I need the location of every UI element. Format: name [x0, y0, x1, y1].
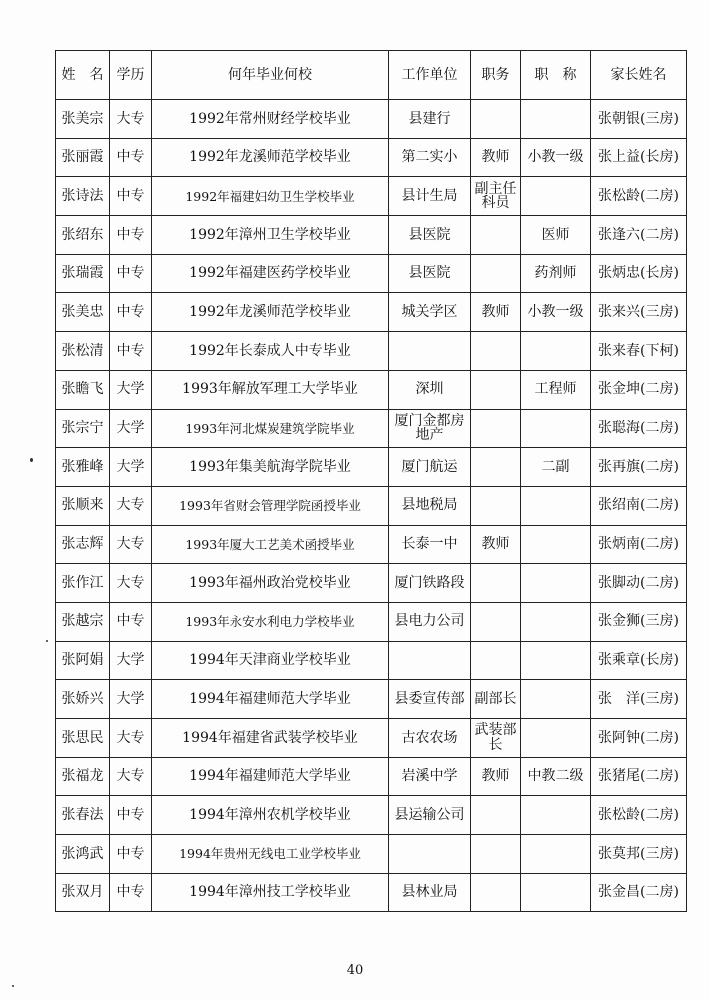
cell-workplace: 厦门金都房地产	[389, 409, 471, 448]
cell-name: 张诗法	[56, 177, 110, 216]
cell-position: 副部长	[471, 680, 521, 719]
table-row	[56, 486, 687, 525]
cell-parent: 张聪海(二房)	[591, 409, 687, 448]
scan-speck	[12, 985, 14, 987]
cell-graduation: 1992年龙溪师范学校毕业	[152, 293, 389, 332]
cell-parent: 张再旗(二房)	[591, 448, 687, 487]
cell-graduation: 1993年福州政治党校毕业	[152, 564, 389, 603]
cell-workplace: 县运输公司	[389, 796, 471, 835]
scan-speck	[30, 458, 33, 462]
cell-education: 大专	[110, 100, 152, 139]
cell-position: 教师	[471, 525, 521, 564]
cell-position: 教师	[471, 293, 521, 332]
cell-workplace: 县电力公司	[389, 602, 471, 641]
cell-parent: 张乘章(长房)	[591, 641, 687, 680]
cell-workplace: 厦门铁路段	[389, 564, 471, 603]
cell-graduation: 1994年福建师范大学毕业	[152, 680, 389, 719]
cell-name: 张双月	[56, 873, 110, 912]
cell-workplace	[389, 641, 471, 680]
cell-position: 教师	[471, 138, 521, 177]
cell-title	[521, 641, 591, 680]
cell-position	[471, 448, 521, 487]
header-position: 职务	[471, 51, 521, 100]
cell-education: 大专	[110, 757, 152, 796]
cell-workplace: 县建行	[389, 100, 471, 139]
cell-title	[521, 100, 591, 139]
cell-parent: 张松龄(二房)	[591, 796, 687, 835]
cell-education: 中专	[110, 873, 152, 912]
cell-parent: 张逢六(二房)	[591, 216, 687, 255]
cell-graduation: 1994年天津商业学校毕业	[152, 641, 389, 680]
cell-education: 大学	[110, 641, 152, 680]
cell-title	[521, 564, 591, 603]
table-row	[56, 564, 687, 603]
cell-parent: 张金狮(三房)	[591, 602, 687, 641]
table-row	[56, 757, 687, 796]
cell-parent: 张猪尾(二房)	[591, 757, 687, 796]
cell-title	[521, 796, 591, 835]
cell-name: 张鸿武	[56, 835, 110, 874]
cell-title	[521, 332, 591, 371]
cell-title	[521, 602, 591, 641]
cell-name: 张丽霞	[56, 138, 110, 177]
cell-title	[521, 177, 591, 216]
table-row	[56, 254, 687, 293]
cell-position	[471, 216, 521, 255]
table-row	[56, 100, 687, 139]
cell-title	[521, 486, 591, 525]
cell-education: 大学	[110, 409, 152, 448]
table-row	[56, 602, 687, 641]
cell-workplace: 县地税局	[389, 486, 471, 525]
cell-education: 中专	[110, 293, 152, 332]
cell-graduation: 1994年漳州技工学校毕业	[152, 873, 389, 912]
cell-parent: 张来兴(三房)	[591, 293, 687, 332]
cell-education: 大学	[110, 680, 152, 719]
cell-title: 工程师	[521, 370, 591, 409]
cell-workplace: 城关学区	[389, 293, 471, 332]
cell-parent: 张金坤(二房)	[591, 370, 687, 409]
cell-parent: 张来春(下柯)	[591, 332, 687, 371]
table-row	[56, 293, 687, 332]
cell-education: 中专	[110, 216, 152, 255]
cell-workplace: 岩溪中学	[389, 757, 471, 796]
cell-parent: 张脚动(二房)	[591, 564, 687, 603]
cell-parent: 张 洋(三房)	[591, 680, 687, 719]
table-row	[56, 641, 687, 680]
cell-graduation: 1993年厦大工艺美术函授毕业	[152, 525, 389, 564]
cell-graduation: 1993年永安水利电力学校毕业	[152, 602, 389, 641]
cell-workplace: 县计生局	[389, 177, 471, 216]
table-row	[56, 525, 687, 564]
table-row	[56, 216, 687, 255]
cell-title	[521, 719, 591, 758]
cell-parent: 张炳忠(长房)	[591, 254, 687, 293]
cell-name: 张顺来	[56, 486, 110, 525]
cell-graduation: 1994年贵州无线电工业学校毕业	[152, 835, 389, 874]
cell-graduation: 1992年福建妇幼卫生学校毕业	[152, 177, 389, 216]
cell-education: 中专	[110, 332, 152, 371]
cell-position	[471, 796, 521, 835]
table-row	[56, 332, 687, 371]
cell-graduation: 1992年常州财经学校毕业	[152, 100, 389, 139]
cell-graduation: 1993年集美航海学院毕业	[152, 448, 389, 487]
cell-name: 张娇兴	[56, 680, 110, 719]
cell-education: 大专	[110, 486, 152, 525]
scan-speck	[46, 640, 48, 642]
cell-education: 中专	[110, 796, 152, 835]
cell-workplace: 深圳	[389, 370, 471, 409]
cell-name: 张美宗	[56, 100, 110, 139]
cell-education: 中专	[110, 254, 152, 293]
cell-name: 张美忠	[56, 293, 110, 332]
cell-title: 小教一级	[521, 293, 591, 332]
cell-parent: 张金昌(二房)	[591, 873, 687, 912]
cell-position: 教师	[471, 757, 521, 796]
header-name: 姓 名	[56, 51, 110, 100]
cell-name: 张松清	[56, 332, 110, 371]
cell-workplace: 县林业局	[389, 873, 471, 912]
cell-education: 大专	[110, 719, 152, 758]
cell-name: 张志辉	[56, 525, 110, 564]
header-graduation: 何年毕业何校	[152, 51, 389, 100]
cell-graduation: 1993年解放军理工大学毕业	[152, 370, 389, 409]
cell-graduation: 1994年福建师范大学毕业	[152, 757, 389, 796]
cell-position	[471, 564, 521, 603]
cell-title	[521, 835, 591, 874]
cell-title	[521, 525, 591, 564]
cell-position	[471, 100, 521, 139]
table-header-row	[56, 51, 687, 100]
cell-education: 大专	[110, 564, 152, 603]
cell-education: 中专	[110, 138, 152, 177]
cell-title: 药剂师	[521, 254, 591, 293]
header-parent: 家长姓名	[591, 51, 687, 100]
table-row	[56, 409, 687, 448]
cell-name: 张瞻飞	[56, 370, 110, 409]
cell-name: 张越宗	[56, 602, 110, 641]
cell-parent: 张绍南(二房)	[591, 486, 687, 525]
cell-education: 中专	[110, 602, 152, 641]
cell-workplace: 古农农场	[389, 719, 471, 758]
cell-title	[521, 409, 591, 448]
cell-workplace	[389, 332, 471, 371]
cell-position	[471, 254, 521, 293]
header-title: 职 称	[521, 51, 591, 100]
cell-position	[471, 602, 521, 641]
cell-title: 医师	[521, 216, 591, 255]
cell-graduation: 1992年长泰成人中专毕业	[152, 332, 389, 371]
cell-parent: 张朝银(三房)	[591, 100, 687, 139]
cell-workplace: 厦门航运	[389, 448, 471, 487]
cell-position	[471, 873, 521, 912]
cell-workplace: 长泰一中	[389, 525, 471, 564]
cell-position	[471, 370, 521, 409]
cell-title: 中教二级	[521, 757, 591, 796]
graduate-roster-table	[55, 50, 687, 912]
table-body	[56, 100, 687, 912]
table-row	[56, 796, 687, 835]
cell-parent: 张上益(长房)	[591, 138, 687, 177]
cell-graduation: 1993年河北煤炭建筑学院毕业	[152, 409, 389, 448]
cell-graduation: 1994年漳州农机学校毕业	[152, 796, 389, 835]
cell-title: 小教一级	[521, 138, 591, 177]
cell-position: 副主任科员	[471, 177, 521, 216]
cell-title	[521, 680, 591, 719]
cell-parent: 张炳南(二房)	[591, 525, 687, 564]
cell-workplace: 县医院	[389, 254, 471, 293]
cell-name: 张阿娟	[56, 641, 110, 680]
cell-name: 张春法	[56, 796, 110, 835]
page-number: 40	[346, 963, 364, 978]
header-workplace: 工作单位	[389, 51, 471, 100]
cell-graduation: 1992年龙溪师范学校毕业	[152, 138, 389, 177]
table-row	[56, 177, 687, 216]
cell-parent: 张莫邦(三房)	[591, 835, 687, 874]
cell-name: 张绍东	[56, 216, 110, 255]
cell-name: 张作江	[56, 564, 110, 603]
cell-education: 中专	[110, 177, 152, 216]
cell-name: 张雅峰	[56, 448, 110, 487]
cell-position	[471, 835, 521, 874]
cell-position: 武装部长	[471, 719, 521, 758]
header-education: 学历	[110, 51, 152, 100]
cell-parent: 张松龄(二房)	[591, 177, 687, 216]
cell-name: 张瑞霞	[56, 254, 110, 293]
cell-education: 大学	[110, 370, 152, 409]
cell-education: 大学	[110, 448, 152, 487]
cell-workplace: 县医院	[389, 216, 471, 255]
table-row	[56, 138, 687, 177]
table-row	[56, 835, 687, 874]
cell-position	[471, 641, 521, 680]
cell-education: 大专	[110, 525, 152, 564]
table-row	[56, 719, 687, 758]
table-row	[56, 680, 687, 719]
cell-title	[521, 873, 591, 912]
cell-graduation: 1992年漳州卫生学校毕业	[152, 216, 389, 255]
cell-graduation: 1993年省财会管理学院函授毕业	[152, 486, 389, 525]
cell-parent: 张阿钟(二房)	[591, 719, 687, 758]
cell-graduation: 1994年福建省武装学校毕业	[152, 719, 389, 758]
table-row	[56, 873, 687, 912]
cell-position	[471, 332, 521, 371]
cell-graduation: 1992年福建医药学校毕业	[152, 254, 389, 293]
cell-workplace	[389, 835, 471, 874]
cell-name: 张思民	[56, 719, 110, 758]
cell-name: 张宗宁	[56, 409, 110, 448]
cell-title: 二副	[521, 448, 591, 487]
cell-workplace: 第二实小	[389, 138, 471, 177]
cell-workplace: 县委宣传部	[389, 680, 471, 719]
table-row	[56, 448, 687, 487]
cell-education: 中专	[110, 835, 152, 874]
cell-name: 张福龙	[56, 757, 110, 796]
cell-position	[471, 486, 521, 525]
table-row	[56, 370, 687, 409]
cell-position	[471, 409, 521, 448]
